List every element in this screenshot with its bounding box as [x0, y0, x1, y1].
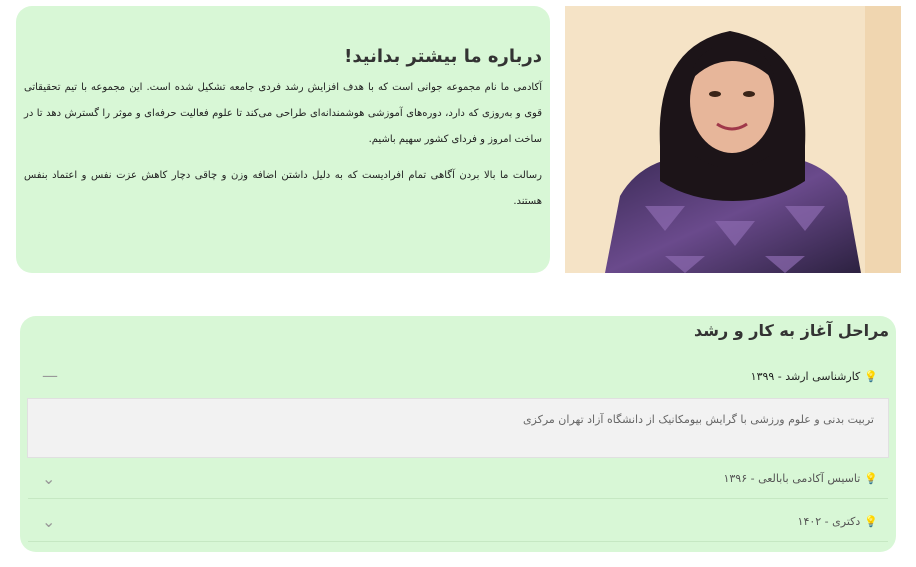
accordion-label: دکتری - ۱۴۰۲	[797, 515, 861, 528]
steps-title: مراحل آغاز به کار و رشد	[693, 321, 889, 340]
accordion-header-masters[interactable]	[751, 370, 888, 383]
lightbulb-icon: 💡	[864, 369, 878, 383]
accordion-header-phd[interactable]	[798, 515, 888, 528]
about-paragraph-2: رسالت ما بالا بردن آگاهی تمام افرادیست که به دلیل داشتن اضافه وزن و چاقی دچار کاهش عزت نفس و اعتماد بنفس هستند.	[24, 170, 542, 207]
about-paragraph-1: آکادمی ما نام مجموعه جوانی است که با هدف افزایش رشد فردی جامعه تشکیل شده است. این مجموعه با تیم تحقیقاتی قوی و به‌روزی که دارد، دوره‌های آموزشی هوشمندانه‌ای طراحی می‌کند تا علوم فعالیت حرفه‌ای و موثر را گسترش دهد تا در ساخت امروز و فردای کشور سهیم باشیم.	[24, 82, 542, 145]
accordion-item-masters[interactable]	[28, 356, 888, 396]
profile-photo	[565, 6, 901, 273]
accordion-label: تاسیس آکادمی بابالعی - ۱۳۹۶	[723, 472, 861, 485]
steps-card	[20, 316, 896, 552]
chevron-down-icon[interactable]: ⌄	[42, 511, 56, 531]
about-title: درباره ما بیشتر بدانید!	[344, 46, 542, 67]
accordion-item-phd[interactable]	[28, 502, 888, 542]
accordion-body-masters: تربیت بدنی و علوم ورزشی با گرایش بیومکانیک از دانشگاه آزاد تهران مرکزی	[27, 398, 889, 458]
lightbulb-icon: 💡	[864, 472, 878, 485]
minus-icon[interactable]: —	[42, 366, 58, 385]
lightbulb-icon: 💡	[864, 515, 878, 528]
accordion-label: کارشناسی ارشد - ۱۳۹۹	[750, 369, 861, 383]
about-card	[16, 6, 550, 273]
accordion-item-founding[interactable]	[28, 459, 888, 499]
profile-photo-illustration	[565, 6, 901, 273]
chevron-down-icon[interactable]: ⌄	[42, 468, 56, 488]
accordion-header-founding[interactable]	[723, 472, 888, 485]
